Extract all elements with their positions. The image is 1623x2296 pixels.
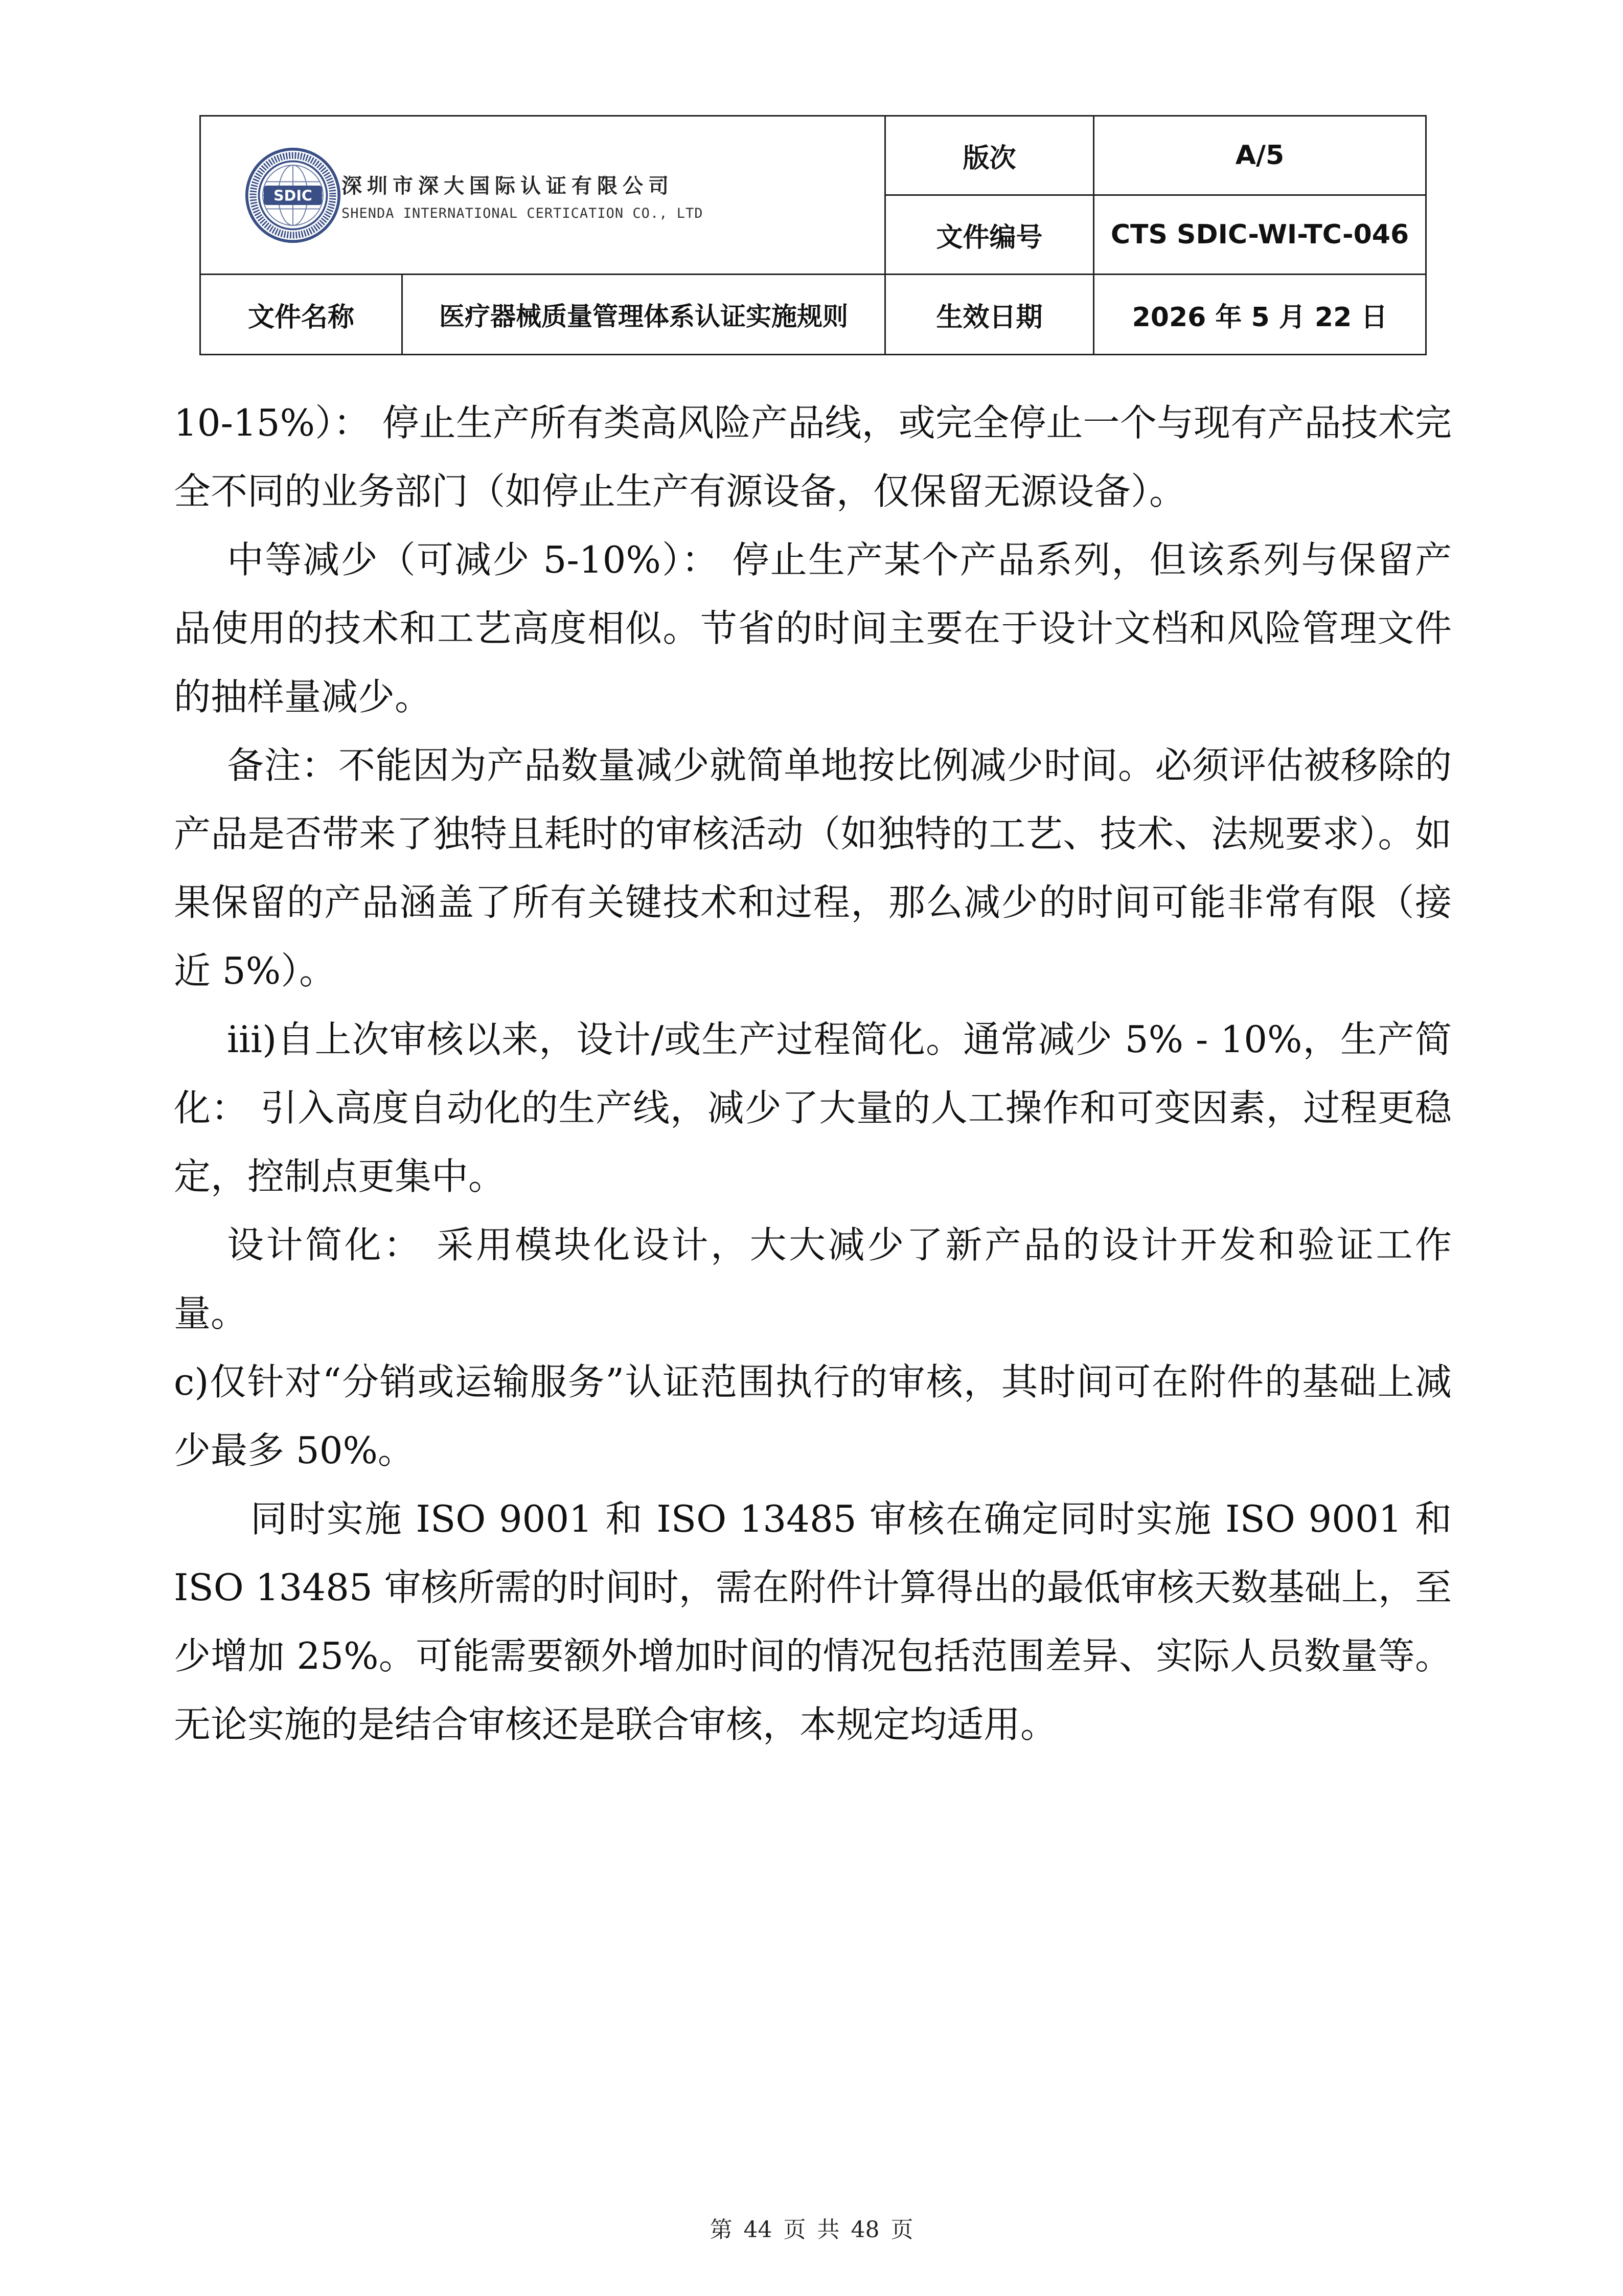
version-label: 版次: [885, 116, 1094, 195]
paragraph-medium-reduction: 中等减少（可减少 5-10%）： 停止生产某个产品系列，但该系列与保留产品使用的技术和工艺高度相似。节省的时间主要在于设计文档和风险管理文件的抽样量减少。: [174, 538, 1452, 718]
doc-name-label: 文件名称: [200, 275, 402, 355]
paragraph-distribution-services: c)仅针对“分销或运输服务”认证范围执行的审核，其时间可在附件的基础上减少最多 50%。: [174, 1360, 1452, 1472]
company-seal-icon: [244, 147, 341, 244]
paragraph-process-simplification: iii)自上次审核以来，设计/或生产过程简化。通常减少 5% - 10%，生产简化： 引入高度自动化的生产线，减少了大量的人工操作和可变因素，过程更稳定，控制点更集中。: [174, 1018, 1452, 1198]
paragraph-note: 备注：不能因为产品数量减少就简单地按比例减少时间。必须评估被移除的产品是否带来了独特且耗时的审核活动（如独特的工艺、技术、法规要求）。如果保留的产品涵盖了所有关键技术和过程，那么减少的时间可能非常有限（接近 5%）。: [174, 744, 1452, 992]
paragraph-high-reduction: 10-15%）： 停止生产所有类高风险产品线，或完全停止一个与现有产品技术完全不同的业务部门（如停止生产有源设备，仅保留无源设备）。: [174, 401, 1452, 513]
effective-date-value: 2026 年 5 月 22 日: [1094, 275, 1426, 355]
doc-name-value: 医疗器械质量管理体系认证实施规则: [402, 275, 885, 355]
document-body: [174, 389, 1452, 1759]
paragraph-iso-combined: 同时实施 ISO 9001 和 ISO 13485 审核在确定同时实施 ISO 9001 和 ISO 13485 审核所需的时间时，需在附件计算得出的最低审核天数基础上，至少增加 25%。可能需要额外增加时间的情况包括范围差异、实际人员数量等。无论实施的是结合审核还是联合审核，本规定均适用。: [174, 1497, 1452, 1746]
company-logo-cell: [200, 116, 885, 275]
version-value: A/5: [1094, 116, 1426, 195]
document-header-table: [199, 115, 1427, 355]
doc-number-value: CTS SDIC-WI-TC-046: [1094, 195, 1426, 275]
seal-logo-text: SDIC: [273, 187, 312, 204]
paragraph-design-simplification: 设计简化： 采用模块化设计，大大减少了新产品的设计开发和验证工作量。: [174, 1223, 1452, 1335]
effective-date-label: 生效日期: [885, 275, 1094, 355]
company-name-en: SHENDA INTERNATIONAL CERTICATION CO., LTD: [341, 205, 703, 221]
page-number-footer: 第 44 页 共 48 页: [710, 2217, 913, 2243]
company-name-cn: 深圳市深大国际认证有限公司: [341, 173, 674, 198]
doc-number-label: 文件编号: [885, 195, 1094, 275]
